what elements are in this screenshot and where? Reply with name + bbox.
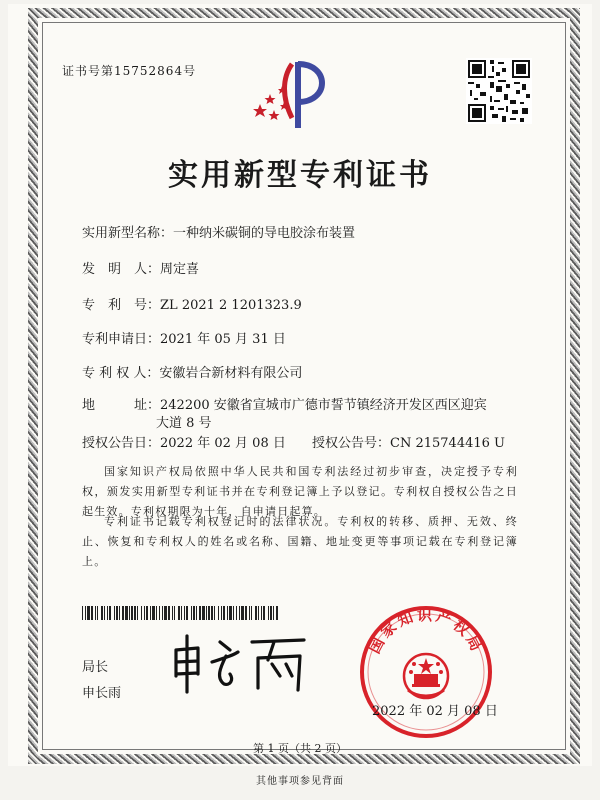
- field-label: 地 址：: [82, 398, 161, 413]
- seal-text: 国家知识产权局: [365, 606, 487, 657]
- field-value: 2021 年 05 月 31 日: [160, 332, 286, 347]
- field-utility-model-name: [82, 222, 355, 241]
- barcode-icon: [82, 606, 278, 620]
- field-label: 专 利 号：: [82, 298, 161, 313]
- qr-code-icon: [466, 58, 532, 124]
- director-title: 局长: [82, 660, 109, 675]
- field-address-continued: 大道 8 号: [156, 416, 212, 431]
- field-value: ZL 2021 2 1201323.9: [160, 298, 302, 313]
- national-emblem-icon: [404, 654, 448, 698]
- field-value: 周定喜: [160, 262, 200, 277]
- field-grant-date: [82, 432, 286, 451]
- field-grant-number: [312, 432, 505, 451]
- field-label: 专利申请日：: [82, 332, 161, 347]
- field-label: 实用新型名称：: [82, 226, 174, 241]
- field-value: 安徽岩合新材料有限公司: [159, 366, 303, 381]
- director-name: 申长雨: [82, 686, 122, 701]
- field-label: 专 利 权 人：: [82, 366, 160, 381]
- field-filing-date: [82, 328, 286, 347]
- page-title: 实用新型专利证书: [168, 158, 432, 193]
- field-value: 242200 安徽省宣城市广德市誓节镇经济开发区西区迎宾: [160, 398, 487, 413]
- field-inventor: [82, 258, 199, 277]
- official-seal: [356, 602, 496, 742]
- field-label: 授权公告号：: [312, 436, 391, 451]
- seal-date: 2022 年 02 月 08 日: [372, 704, 498, 719]
- back-note: 其他事项参见背面: [256, 776, 344, 787]
- field-value: 一种纳米碳铜的导电胶涂布装置: [173, 226, 356, 241]
- cnipa-logo-icon: [252, 58, 332, 130]
- field-label: 发 明 人：: [82, 262, 161, 277]
- field-value: CN 215744416 U: [390, 436, 505, 451]
- field-value: 2022 年 02 月 08 日: [160, 436, 286, 451]
- certificate-number: 证书号第15752864号: [62, 64, 197, 78]
- field-patent-number: [82, 294, 302, 313]
- director-signature: [168, 628, 318, 698]
- grant-statement-paragraph: 国家知识产权局依照中华人民共和国专利法经过初步审查，决定授予专利权，颁发实用新型专利证书并在专利登记簿上予以登记。专利权自授权公告之日起生效。专利权期限为十年，自申请日起算。: [82, 465, 518, 518]
- page-indicator: 第 1 页（共 2 页）: [253, 742, 347, 755]
- legal-status-paragraph: 专利证书记载专利权登记时的法律状况。专利权的转移、质押、无效、终止、恢复和专利权人的姓名或名称、国籍、地址变更等事项记载在专利登记簿上。: [82, 515, 518, 568]
- field-patentee: [82, 362, 302, 381]
- field-label: 授权公告日：: [82, 436, 161, 451]
- field-address: [82, 394, 487, 413]
